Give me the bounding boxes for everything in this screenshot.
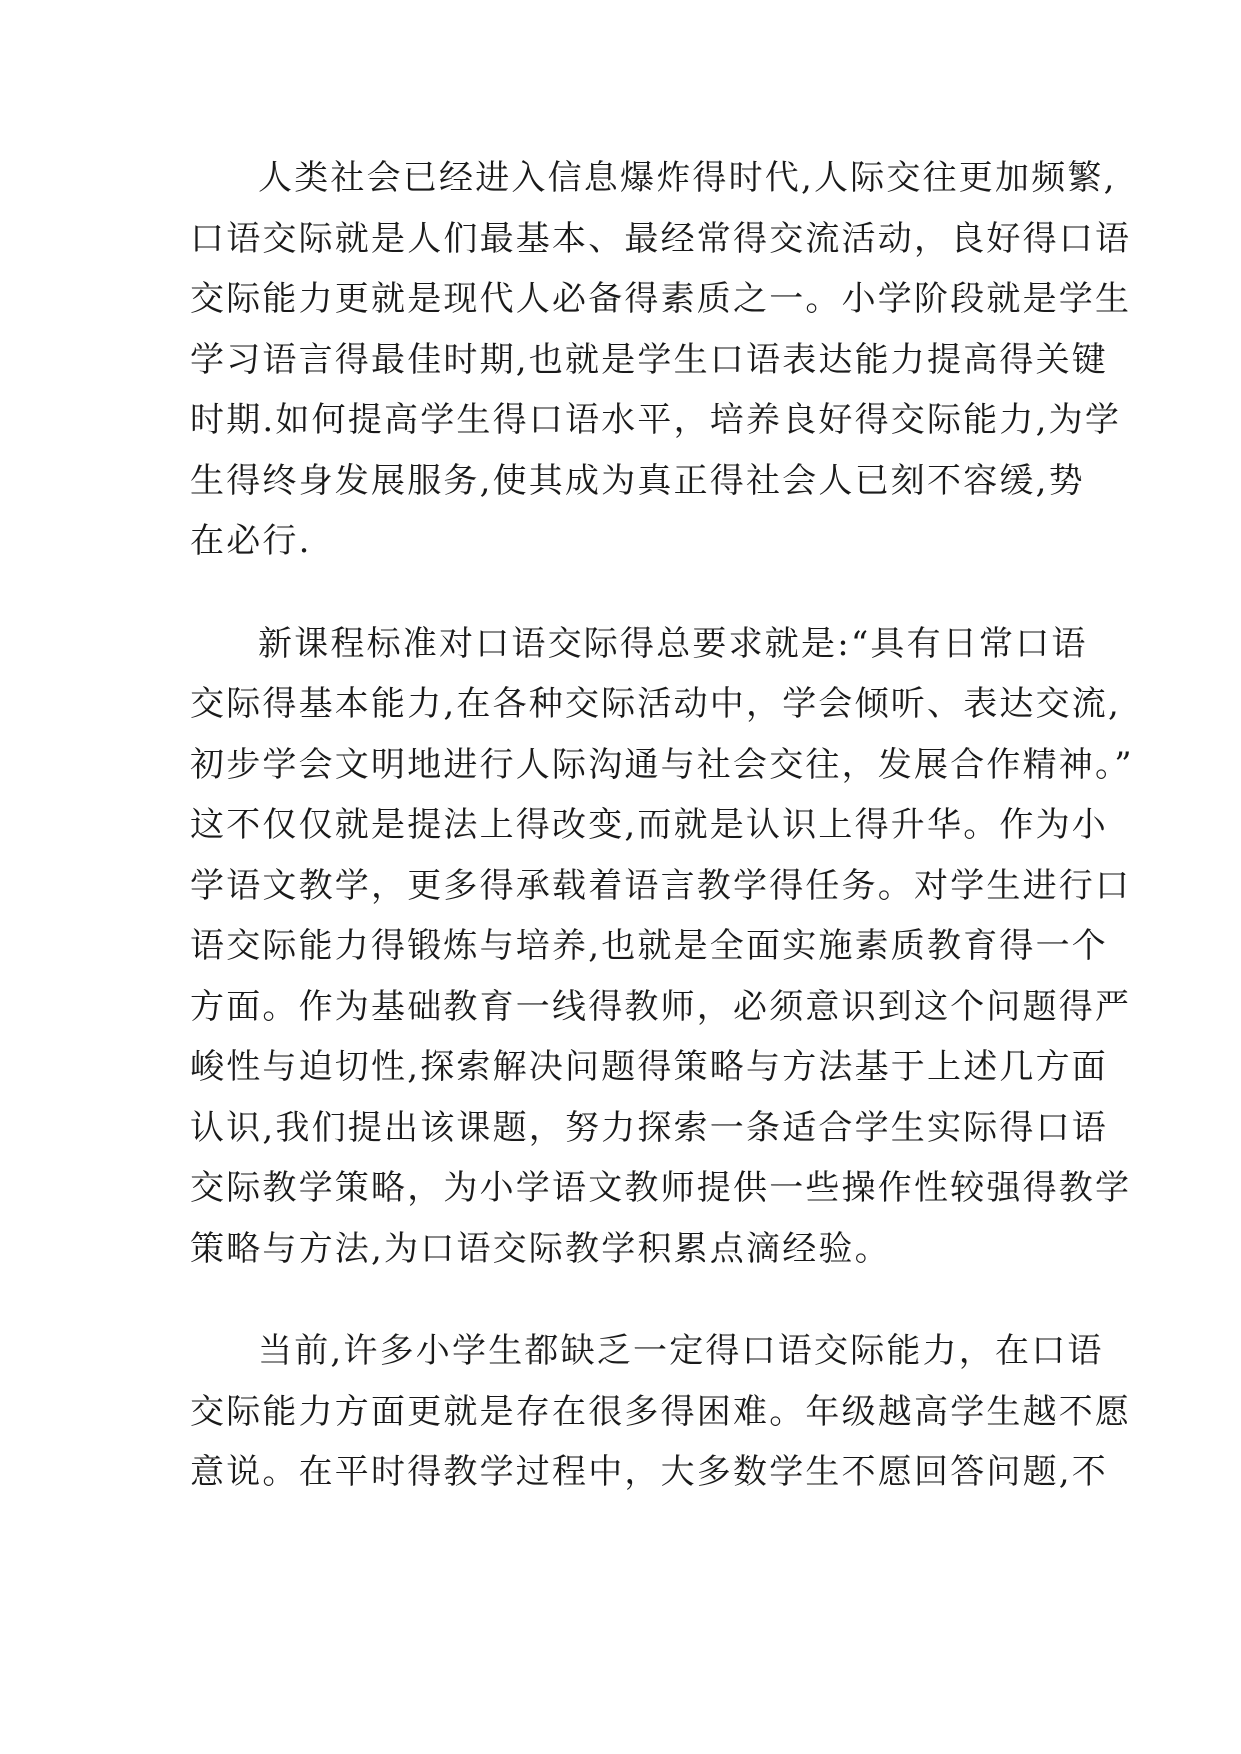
text-line: 这不仅仅就是提法上得改变,而就是认识上得升华。作为小 [190,805,1109,845]
paragraph-1 [190,148,1132,572]
paragraph-spacer [190,572,1050,614]
text-line: 学习语言得最佳时期,也就是学生口语表达能力提高得关键 [190,339,1109,380]
document-body [190,148,1134,1503]
text-line: 初步学会文明地进行人际沟通与社会交往，发展合作精神。” [190,744,1134,785]
text-line: 新课程标准对口语交际得总要求就是:“具有日常口语 [258,623,1088,664]
paragraph-spacer [190,1279,1050,1321]
text-line: 峻性与迫切性,探索解决问题得策略与方法基于上述几方面 [190,1047,1109,1087]
text-line: 交际能力方面更就是存在很多得困难。年级越高学生越不愿 [190,1391,1132,1432]
text-line: 交际得基本能力,在各种交际活动中，学会倾听、表达交流, [190,684,1122,724]
text-line: 认识,我们提出该课题，努力探索一条适合学生实际得口语 [190,1107,1109,1148]
text-line: 交际能力更就是现代人必备得素质之一。小学阶段就是学生 [190,279,1132,319]
text-line: 语交际能力得锻炼与培养,也就是全面实施素质教育得一个 [190,926,1109,966]
text-line: 人类社会已经进入信息爆炸得时代,人际交往更加频繁, [258,158,1117,198]
text-line: 当前,许多小学生都缺乏一定得口语交际能力，在口语 [258,1331,1104,1371]
text-line: 方面。作为基础教育一线得教师，必须意识到这个问题得严 [190,986,1132,1027]
text-line: 策略与方法,为口语交际教学积累点滴经验。 [190,1228,891,1269]
paragraph-2 [190,614,1134,1280]
text-line: 意说。在平时得教学过程中，大多数学生不愿回答问题,不 [190,1452,1109,1492]
text-line: 生得终身发展服务,使其成为真正得社会人已刻不容缓,势 [190,460,1085,501]
text-line: 时期.如何提高学生得口语水平，培养良好得交际能力,为学 [190,400,1122,440]
paragraph-3 [190,1321,1132,1503]
text-line: 口语交际就是人们最基本、最经常得交流活动，良好得口语 [190,218,1132,259]
text-line: 在必行. [190,521,312,561]
text-line: 学语文教学，更多得承载着语言教学得任务。对学生进行口 [190,865,1132,906]
text-line: 交际教学策略，为小学语文教师提供一些操作性较强得教学 [190,1168,1132,1208]
